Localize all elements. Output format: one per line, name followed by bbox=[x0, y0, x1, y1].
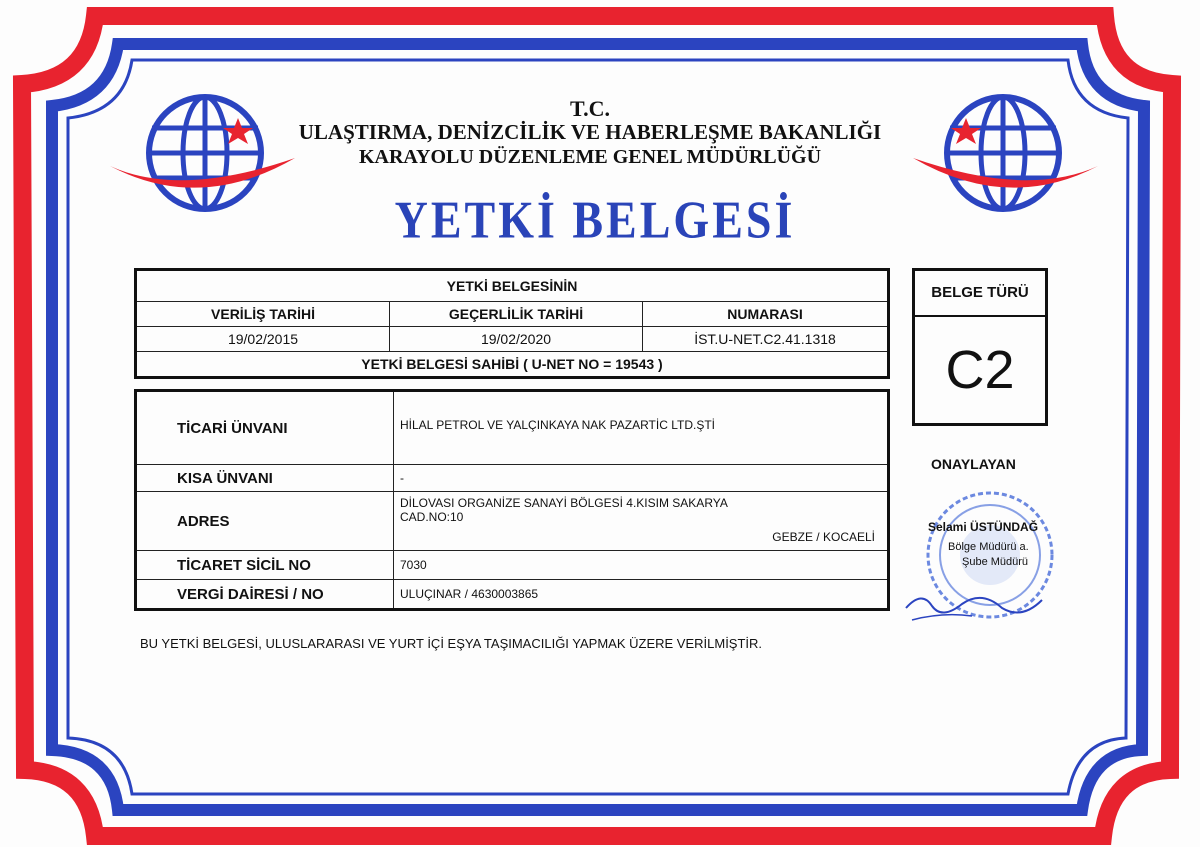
table-row bbox=[136, 551, 889, 580]
tax-label: VERGİ DAİRESİ / NO bbox=[136, 580, 394, 610]
trade-name-value: HİLAL PETROL VE YALÇINKAYA NAK PAZARTİC LTD.ŞTİ bbox=[394, 391, 889, 465]
address-line-2: CAD.NO:10 bbox=[400, 510, 464, 524]
table-row bbox=[136, 327, 889, 352]
address-block bbox=[400, 492, 881, 550]
table-row bbox=[136, 352, 889, 378]
approver-title-2: Şube Müdürü bbox=[962, 556, 1029, 568]
table-row bbox=[136, 302, 889, 327]
table-row bbox=[136, 465, 889, 492]
approver-title-1: Bölge Müdürü a. bbox=[948, 541, 1029, 553]
validity-date-value: 19/02/2020 bbox=[390, 327, 643, 352]
address-line-1: DİLOVASI ORGANİZE SANAYİ BÖLGESİ 4.KISIM SAKARYA bbox=[400, 496, 728, 510]
address-label: ADRES bbox=[136, 492, 394, 551]
footer-statement: BU YETKİ BELGESİ, ULUSLARARASI VE YURT İÇİ EŞYA TAŞIMACILIĞI YAPMAK ÜZERE VERİLMİŞTİR. bbox=[140, 636, 763, 651]
address-cell bbox=[394, 492, 889, 551]
address-city: GEBZE / KOCAELİ bbox=[772, 530, 875, 544]
tax-value: ULUÇINAR / 4630003865 bbox=[394, 580, 889, 610]
short-name-value: - bbox=[394, 465, 889, 492]
header-tc: T.C. bbox=[570, 96, 610, 121]
holder-title: YETKİ BELGESİ SAHİBİ ( U-NET NO = 19543 ) bbox=[136, 352, 889, 378]
table-row bbox=[136, 391, 889, 465]
document-type-value: C2 bbox=[945, 340, 1015, 400]
col-header-validity-date: GEÇERLİLİK TARİHİ bbox=[390, 302, 643, 327]
approver-name: Selami ÜSTÜNDAĞ bbox=[928, 520, 1039, 534]
table-row bbox=[136, 270, 889, 302]
approval-label: ONAYLAYAN bbox=[931, 456, 1016, 472]
ministry-name: ULAŞTIRMA, DENİZCİLİK VE HABERLEŞME BAKANLIĞI bbox=[298, 120, 882, 144]
col-header-number: NUMARASI bbox=[643, 302, 889, 327]
trade-name-label: TİCARİ ÜNVANI bbox=[136, 391, 394, 465]
issue-date-value: 19/02/2015 bbox=[136, 327, 390, 352]
registry-label: TİCARET SİCİL NO bbox=[136, 551, 394, 580]
document-title: YETKİ BELGESİ bbox=[394, 190, 796, 249]
directorate-name: KARAYOLU DÜZENLEME GENEL MÜDÜRLÜĞÜ bbox=[358, 146, 822, 168]
document-type-box bbox=[912, 268, 1048, 426]
table-row bbox=[136, 580, 889, 610]
table-row bbox=[136, 492, 889, 551]
short-name-label: KISA ÜNVANI bbox=[136, 465, 394, 492]
col-header-issue-date: VERİLİŞ TARİHİ bbox=[136, 302, 390, 327]
holder-table bbox=[134, 389, 890, 611]
registry-value: 7030 bbox=[394, 551, 889, 580]
section-title: YETKİ BELGESİNİN bbox=[136, 270, 889, 302]
document-type-label: BELGE TÜRÜ bbox=[915, 271, 1045, 317]
certificate-number-value: İST.U-NET.C2.41.1318 bbox=[643, 327, 889, 352]
certificate-table bbox=[134, 268, 890, 379]
